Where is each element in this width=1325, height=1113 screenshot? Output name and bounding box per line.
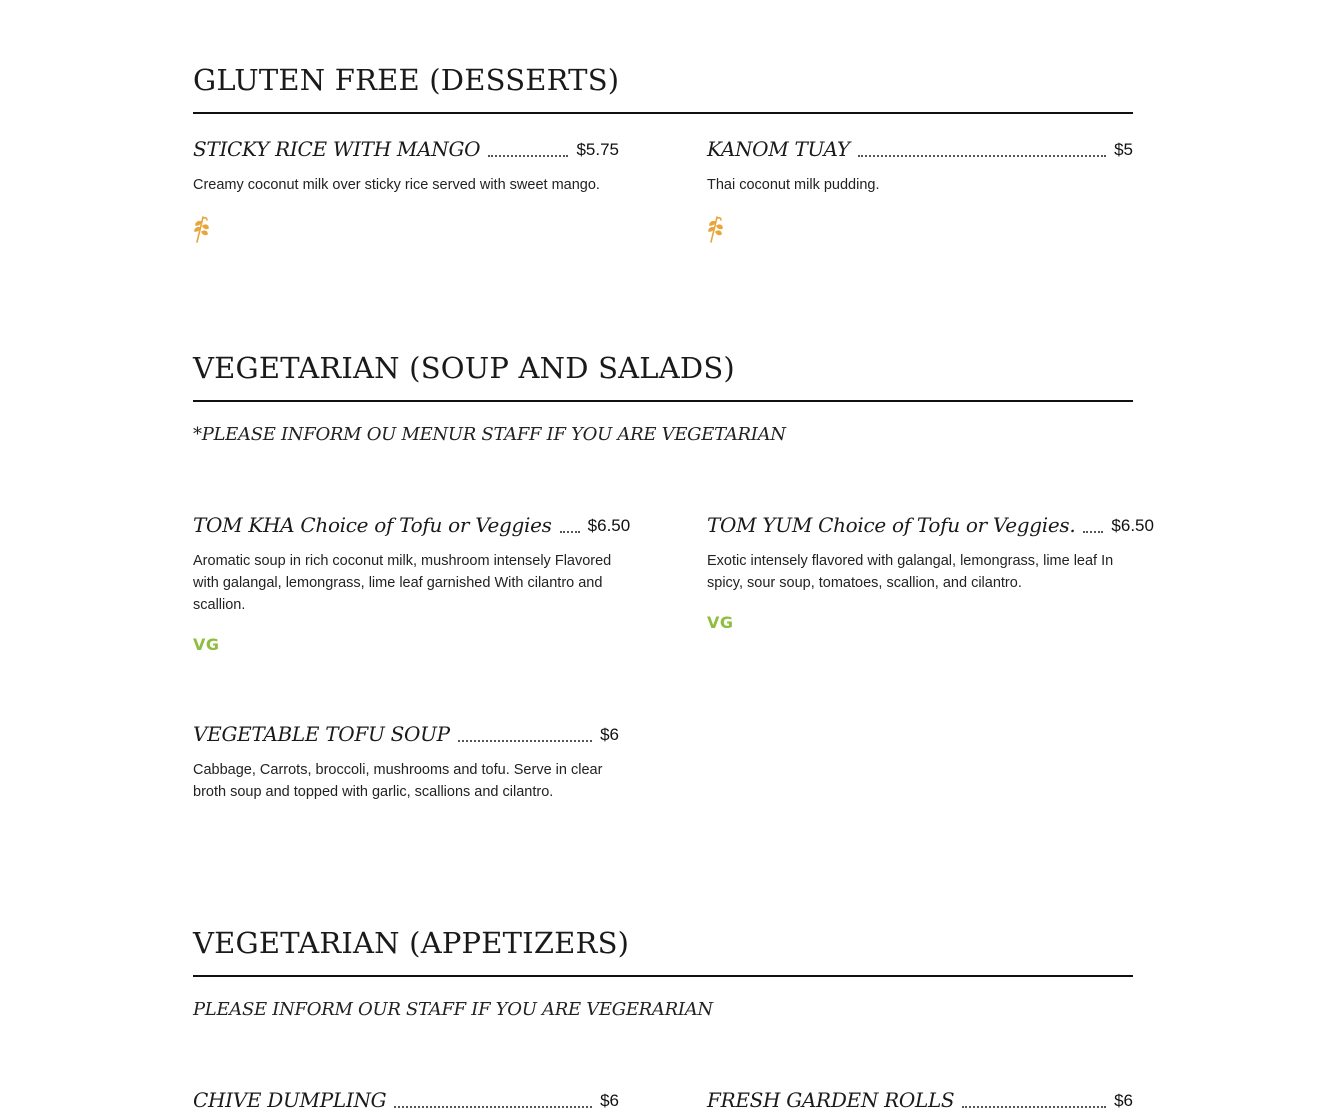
menu-item-name: TOM KHA Choice of Tofu or Veggies: [193, 513, 552, 537]
menu-item-description: Aromatic soup in rich coconut milk, mushroom intensely Flavored with galangal, lemongrass, lime leaf garnished With cilantro and scallion.: [193, 553, 612, 613]
section-note: PLEASE INFORM OUR STAFF IF YOU ARE VEGERARIAN: [193, 999, 713, 1020]
menu-item-name: FRESH GARDEN ROLLS: [707, 1088, 955, 1112]
menu-item-price: $6: [600, 725, 619, 744]
section-title: VEGETARIAN (APPETIZERS): [193, 926, 630, 960]
menu-item-price: $6.50: [1111, 516, 1154, 535]
menu-item: [193, 1083, 619, 1113]
dotted-leader: [488, 155, 568, 157]
menu-item-description: Thai coconut milk pudding.: [707, 177, 880, 193]
menu-item: [707, 1083, 1133, 1113]
vegan-badge: VG: [707, 613, 734, 632]
menu-item-header: [193, 508, 631, 538]
menu-item-name: KANOM TUAY: [707, 137, 850, 161]
section-title: VEGETARIAN (SOUP AND SALADS): [193, 351, 735, 385]
menu-item-name: VEGETABLE TOFU SOUP: [193, 722, 450, 746]
menu-item-description: Cabbage, Carrots, broccoli, mushrooms and tofu. Serve in clear broth soup and topped with garlic, scallions and cilantro.: [193, 762, 603, 800]
menu-item-header: [707, 508, 1154, 538]
menu-item-price: $6.50: [587, 516, 631, 535]
menu-item-name: STICKY RICE WITH MANGO: [193, 137, 481, 161]
menu-item-header: [707, 1083, 1133, 1113]
menu-item-price: $5: [1114, 140, 1133, 159]
menu-item: [193, 717, 619, 803]
section-title: GLUTEN FREE (DESSERTS): [193, 63, 620, 97]
wheat-icon: [193, 214, 211, 244]
dotted-leader: [394, 1106, 592, 1108]
section-note: *PLEASE INFORM OU MENUR STAFF IF YOU ARE VEGETARIAN: [193, 424, 786, 445]
menu-item-header: [707, 132, 1133, 162]
menu-item-header: [193, 1083, 619, 1113]
menu-item-description: Creamy coconut milk over sticky rice served with sweet mango.: [193, 177, 600, 193]
menu-item-price: $5.75: [576, 140, 619, 159]
wheat-icon: [707, 214, 725, 244]
menu-item-description: Exotic intensely flavored with galangal, lemongrass, lime leaf In spicy, sour soup, tomatoes, scallion, and cilantro.: [707, 553, 1114, 591]
menu-item: [707, 132, 1133, 244]
menu-item-name: TOM YUM Choice of Tofu or Veggies.: [707, 513, 1076, 537]
menu-item-header: [193, 717, 619, 747]
menu-item: [707, 508, 1154, 634]
section-divider: [193, 975, 1133, 977]
section-divider: [193, 400, 1133, 402]
vegan-badge: VG: [193, 635, 220, 654]
menu-item: [193, 508, 631, 656]
dotted-leader: [1083, 531, 1103, 533]
menu-item: [193, 132, 619, 244]
menu-item-header: [193, 132, 619, 162]
dotted-leader: [858, 155, 1106, 157]
section-divider: [193, 112, 1133, 114]
menu-item-price: $6: [1114, 1091, 1133, 1110]
dotted-leader: [458, 740, 592, 742]
dotted-leader: [560, 531, 580, 533]
dotted-leader: [962, 1106, 1106, 1108]
menu-item-name: CHIVE DUMPLING: [193, 1088, 387, 1112]
menu-item-price: $6: [600, 1091, 619, 1110]
